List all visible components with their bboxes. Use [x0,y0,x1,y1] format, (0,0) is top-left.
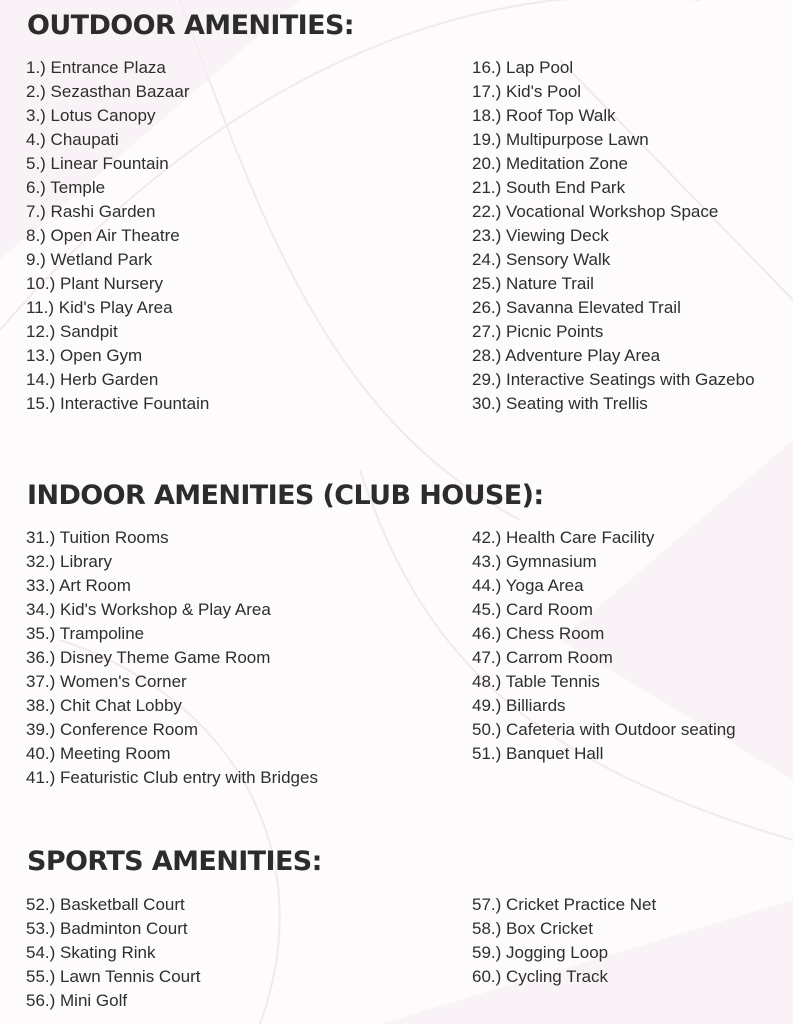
list-item: 42.) Health Care Facility [472,528,655,547]
list-item: 57.) Cricket Practice Net [472,895,657,914]
list-item: 8.) Open Air Theatre [26,226,180,245]
outdoor-amenities-heading: OUTDOOR AMENITIES: [27,10,355,41]
sports-amenities-list-right [472,893,656,989]
list-item: 20.) Meditation Zone [472,154,628,173]
sports-amenities-list-left [26,893,201,1013]
list-item: 17.) Kid's Pool [472,82,582,101]
list-item: 45.) Card Room [472,600,593,619]
list-item: 50.) Cafeteria with Outdoor seating [472,720,736,739]
list-item: 35.) Trampoline [26,624,145,643]
list-item: 37.) Women's Corner [26,672,187,691]
list-item: 58.) Box Cricket [472,919,593,938]
list-item: 43.) Gymnasium [472,552,597,571]
list-item: 3.) Lotus Canopy [26,106,156,125]
list-item: 15.) Interactive Fountain [26,394,210,413]
list-item: 10.) Plant Nursery [26,274,163,293]
outdoor-amenities-list-left [26,56,209,416]
sports-amenities-heading: SPORTS AMENITIES: [27,846,322,877]
list-item: 5.) Linear Fountain [26,154,169,173]
indoor-amenities-list-right [472,526,736,766]
list-item: 27.) Picnic Points [472,322,604,341]
list-item: 18.) Roof Top Walk [472,106,616,125]
list-item: 12.) Sandpit [26,322,118,341]
list-item: 53.) Badminton Court [26,919,188,938]
list-item: 46.) Chess Room [472,624,605,643]
list-item: 56.) Mini Golf [26,991,128,1010]
list-item: 55.) Lawn Tennis Court [26,967,201,986]
list-item: 11.) Kid's Play Area [26,298,173,317]
list-item: 16.) Lap Pool [472,58,574,77]
list-item: 52.) Basketball Court [26,895,185,914]
list-item: 34.) Kid's Workshop & Play Area [26,600,271,619]
list-item: 39.) Conference Room [26,720,198,739]
list-item: 21.) South End Park [472,178,626,197]
list-item: 40.) Meeting Room [26,744,171,763]
list-item: 31.) Tuition Rooms [26,528,169,547]
list-item: 7.) Rashi Garden [26,202,156,221]
list-item: 38.) Chit Chat Lobby [26,696,182,715]
list-item: 14.) Herb Garden [26,370,159,389]
list-item: 59.) Jogging Loop [472,943,609,962]
list-item: 26.) Savanna Elevated Trail [472,298,681,317]
list-item: 29.) Interactive Seatings with Gazebo [472,370,755,389]
list-item: 44.) Yoga Area [472,576,584,595]
list-item: 33.) Art Room [26,576,131,595]
list-item: 51.) Banquet Hall [472,744,604,763]
list-item: 13.) Open Gym [26,346,143,365]
list-item: 24.) Sensory Walk [472,250,611,269]
list-item: 60.) Cycling Track [472,967,609,986]
list-item: 2.) Sezasthan Bazaar [26,82,190,101]
list-item: 23.) Viewing Deck [472,226,609,245]
list-item: 48.) Table Tennis [472,672,600,691]
list-item: 41.) Featuristic Club entry with Bridges [26,768,318,787]
list-item: 49.) Billiards [472,696,566,715]
list-item: 54.) Skating Rink [26,943,156,962]
indoor-amenities-heading: INDOOR AMENITIES (CLUB HOUSE): [27,480,544,511]
list-item: 6.) Temple [26,178,106,197]
list-item: 1.) Entrance Plaza [26,58,166,77]
list-item: 9.) Wetland Park [26,250,153,269]
list-item: 25.) Nature Trail [472,274,594,293]
list-item: 47.) Carrom Room [472,648,613,667]
outdoor-amenities-list-right [472,56,755,416]
indoor-amenities-list-left [26,526,318,790]
list-item: 36.) Disney Theme Game Room [26,648,271,667]
list-item: 19.) Multipurpose Lawn [472,130,649,149]
list-item: 28.) Adventure Play Area [472,346,661,365]
list-item: 4.) Chaupati [26,130,119,149]
list-item: 30.) Seating with Trellis [472,394,648,413]
list-item: 32.) Library [26,552,112,571]
list-item: 22.) Vocational Workshop Space [472,202,719,221]
